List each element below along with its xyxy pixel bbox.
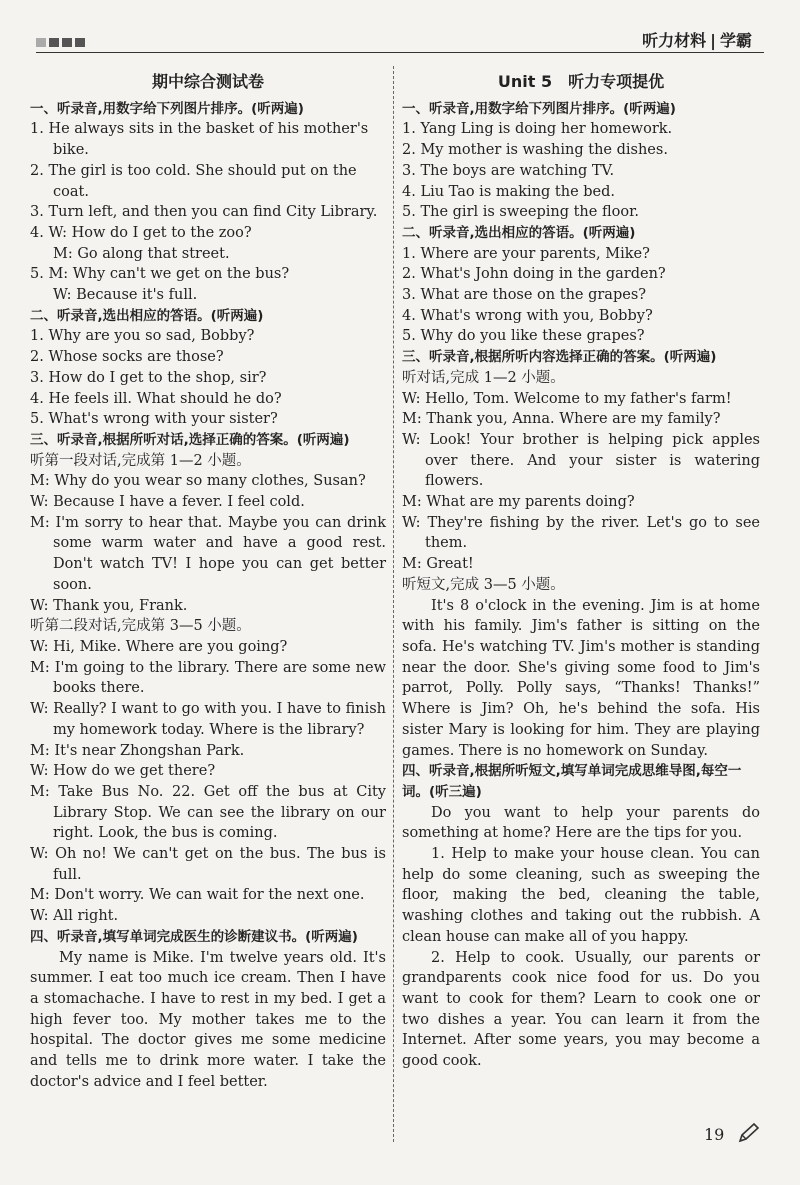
right-sec3-passage: It's 8 o'clock in the evening. Jim is at home with his family. Jim's father is sitting on the sofa. He's watching TV. Jim's mother is standing near the door. She's giving some food to Jim's parrot, Polly. Polly says, “Thanks! Thanks!” Where is Jim? Oh, he's behind the sofa. His sister Mary is looking for him. They are playing games. There is no homework on Sunday.	[402, 597, 760, 759]
right-sec4-para: 1. Help to make your house clean. You can help do some cleaning, such as sweeping the floor, making the bed, cleaning the table, washing clothes and taking out the rubbish. A clean house can make all of you happy.	[402, 846, 760, 945]
dialog-line: W: Thank you, Frank.	[30, 597, 188, 614]
dialog-line: W: How do we get there?	[30, 763, 216, 780]
dialog-line: M: Great!	[402, 556, 474, 573]
header-decoration	[36, 38, 85, 47]
header-brand: 学霸	[719, 31, 752, 50]
left-sec2-heading: 二、听录音,选出相应的答语。(听两遍)	[30, 307, 264, 324]
left-sec2-item: 1. Why are you so sad, Bobby?	[30, 328, 255, 345]
dialog-line: M: What are my parents doing?	[402, 494, 635, 511]
right-sec2-item: 2. What's John doing in the garden?	[402, 266, 666, 283]
right-sec3-sub2: 听短文,完成 3—5 小题。	[402, 576, 565, 593]
left-column	[30, 62, 386, 1092]
left-sec1-heading: 一、听录音,用数字给下列图片排序。(听两遍)	[30, 100, 304, 117]
dialog-line: M: I'm sorry to hear that. Maybe you can drink some warm water and have a good rest. Don't watch TV! I hope you can get better soon.	[30, 514, 386, 593]
left-sec4-heading: 四、听录音,填写单词完成医生的诊断建议书。(听两遍)	[30, 928, 358, 945]
left-sec2-item: 4. He feels ill. What should he do?	[30, 390, 282, 407]
left-sec1-item: M: Go along that street.	[53, 245, 230, 262]
header-section: 听力材料	[642, 31, 707, 50]
dialog-line: W: They're fishing by the river. Let's go to see them.	[402, 514, 760, 552]
dialog-line: W: Hello, Tom. Welcome to my father's farm!	[402, 390, 732, 407]
right-sec1-item: 4. Liu Tao is making the bed.	[402, 183, 616, 200]
right-title: Unit 5 听力专项提优	[497, 72, 665, 91]
header-rule	[36, 52, 764, 53]
right-sec4-heading: 四、听录音,根据所听短文,填写单词完成思维导图,每空一词。(听三遍)	[402, 763, 742, 800]
left-sec1-item: 3. Turn left, and then you can find City Library.	[30, 204, 378, 221]
page-number: 19	[704, 1125, 725, 1144]
right-sec1-item: 3. The boys are watching TV.	[402, 162, 615, 179]
left-sec2-item: 3. How do I get to the shop, sir?	[30, 369, 267, 386]
left-sec3-sub1: 听第一段对话,完成第 1—2 小题。	[30, 452, 251, 469]
left-sec2-item: 5. What's wrong with your sister?	[30, 411, 278, 428]
right-sec3-sub1: 听对话,完成 1—2 小题。	[402, 369, 565, 386]
left-sec3-sub2: 听第二段对话,完成第 3—5 小题。	[30, 618, 251, 635]
right-sec3-heading: 三、听录音,根据所听内容选择正确的答案。(听两遍)	[402, 349, 717, 366]
left-sec2-item: 2. Whose socks are those?	[30, 349, 224, 366]
right-sec2-heading: 二、听录音,选出相应的答语。(听两遍)	[402, 224, 636, 241]
dialog-line: M: Don't worry. We can wait for the next one.	[30, 887, 365, 904]
dialog-line: W: Hi, Mike. Where are you going?	[30, 638, 288, 655]
dialog-line: W: All right.	[30, 908, 119, 925]
dialog-line: W: Oh no! We can't get on the bus. The bus is full.	[30, 846, 386, 883]
left-sec3-heading: 三、听录音,根据所听对话,选择正确的答案。(听两遍)	[30, 431, 350, 448]
dialog-line: M: Why do you wear so many clothes, Susan?	[30, 473, 366, 490]
right-sec2-item: 1. Where are your parents, Mike?	[402, 245, 650, 262]
dialog-line: W: Really? I want to go with you. I have to finish my homework today. Where is the library?	[30, 701, 386, 738]
left-sec1-item: 4. W: How do I get to the zoo?	[30, 224, 252, 241]
right-sec2-item: 5. Why do you like these grapes?	[402, 328, 645, 345]
page-header	[0, 0, 800, 52]
left-sec4-passage: My name is Mike. I'm twelve years old. It's summer. I eat too much ice cream. Then I have a stomachache. I have to rest in my bed. I get a high fever too. My mother takes me to the hospital. The doctor gives me some medicine and tells me to drink more water. I take the doctor's advice and I feel better.	[30, 949, 386, 1090]
left-sec1-item: 1. He always sits in the basket of his mother's bike.	[30, 121, 369, 159]
dialog-line: W: Because I have a fever. I feel cold.	[30, 494, 305, 511]
left-sec1-item: 5. M: Why can't we get on the bus?	[30, 266, 290, 283]
dialog-line: M: Thank you, Anna. Where are my family?	[402, 411, 721, 428]
right-sec1-item: 2. My mother is washing the dishes.	[402, 142, 668, 159]
dialog-line: W: Look! Your brother is helping pick apples over there. And your sister is watering flowers.	[402, 431, 760, 490]
right-sec4-para: Do you want to help your parents do something at home? Here are the tips for you.	[402, 804, 760, 842]
left-title: 期中综合测试卷	[151, 72, 264, 91]
right-sec2-item: 4. What's wrong with you, Bobby?	[402, 307, 653, 324]
right-sec1-item: 5. The girl is sweeping the floor.	[402, 204, 640, 221]
header-title: 听力材料 | 学霸	[642, 31, 752, 50]
left-sec1-item: W: Because it's full.	[53, 287, 198, 304]
pencil-icon	[737, 1122, 761, 1144]
left-sec1-item: 2. The girl is too cold. She should put on the coat.	[30, 162, 357, 200]
dialog-line: M: It's near Zhongshan Park.	[30, 742, 245, 759]
column-divider	[393, 66, 394, 1142]
right-sec2-item: 3. What are those on the grapes?	[402, 287, 647, 304]
dialog-line: M: I'm going to the library. There are some new books there.	[30, 659, 386, 697]
right-sec4-para: 2. Help to cook. Usually, our parents or grandparents cook nice food for us. Do you want to cook for them? Learn to cook one or two dishes a year. You can learn it from the Internet. After some years, you may become a good cook.	[402, 949, 760, 1070]
right-column	[402, 62, 760, 1072]
dialog-line: M: Take Bus No. 22. Get off the bus at City Library Stop. We can see the library on our right. Look, the bus is coming.	[30, 783, 386, 842]
right-sec1-heading: 一、听录音,用数字给下列图片排序。(听两遍)	[402, 100, 676, 117]
right-sec1-item: 1. Yang Ling is doing her homework.	[402, 121, 673, 138]
